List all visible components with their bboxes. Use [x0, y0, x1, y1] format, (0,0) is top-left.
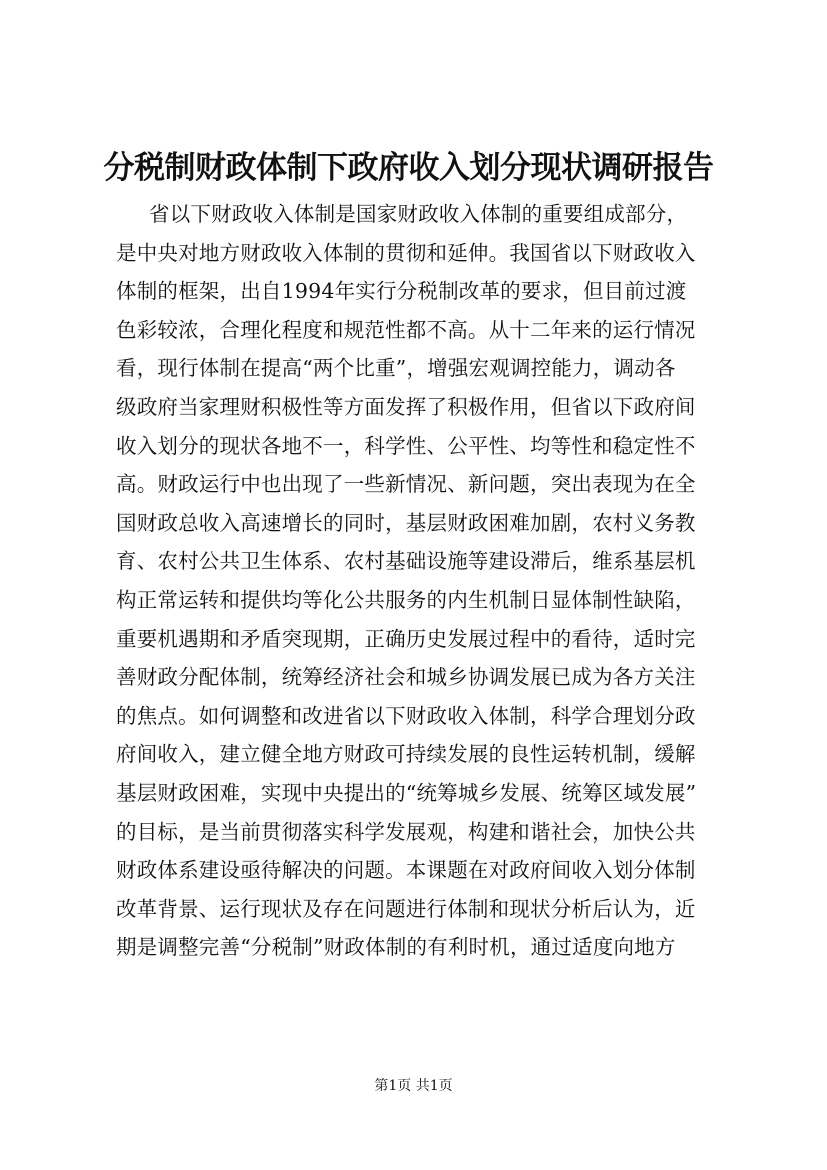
- body-line: 府间收入，建立健全地方财政可持续发展的良性运转机制，缓解: [116, 742, 696, 767]
- document-title: 分税制财政体制下政府收入划分现状调研报告: [103, 150, 714, 186]
- body-line: 省以下财政收入体制是国家财政收入体制的重要组成部分，: [149, 202, 688, 226]
- body-line: 基层财政困难，实现中央提出的“统筹城乡发展、统筹区域发展”: [116, 780, 697, 805]
- body-line: 是中央对地方财政收入体制的贯彻和延伸。我国省以下财政收入: [116, 240, 696, 265]
- body-line: 财政体系建设亟待解决的问题。本课题在对政府间收入划分体制: [116, 858, 696, 883]
- body-line: 收入划分的现状各地不一，科学性、公平性、均等性和稳定性不: [116, 433, 696, 458]
- body-line: 看，现行体制在提高“两个比重”，增强宏观调控能力，调动各: [116, 356, 676, 381]
- body-line: 重要机遇期和矛盾突现期，正确历史发展过程中的看待，适时完: [116, 626, 696, 651]
- document-body: [116, 195, 730, 967]
- body-line: 改革背景、运行现状及存在问题进行体制和现状分析后认为，近: [116, 896, 696, 921]
- body-line: 育、农村公共卫生体系、农村基础设施等建设滞后，维系基层机: [116, 549, 696, 574]
- body-line: 体制的框架，出自1994年实行分税制改革的要求，但目前过渡: [116, 279, 687, 304]
- body-line: 的目标，是当前贯彻落实科学发展观，构建和谐社会，加快公共: [116, 819, 696, 844]
- body-line: 国财政总收入高速增长的同时，基层财政困难加剧，农村义务教: [116, 510, 696, 535]
- body-line: 期是调整完善“分税制”财政体制的有利时机，通过适度向地方: [116, 935, 676, 960]
- body-line: 构正常运转和提供均等化公共服务的内生机制日显体制性缺陷，: [116, 587, 696, 612]
- body-line: 的焦点。如何调整和改进省以下财政收入体制，科学合理划分政: [116, 703, 696, 728]
- body-line: 高。财政运行中也出现了一些新情况、新问题，突出表现为在全: [116, 472, 696, 497]
- body-line: 善财政分配体制，统筹经济社会和城乡协调发展已成为各方关注: [116, 665, 696, 690]
- page-footer: 第1页 共1页: [374, 1078, 453, 1094]
- body-line: 级政府当家理财积极性等方面发挥了积极作用，但省以下政府间: [116, 394, 696, 419]
- body-line: 色彩较浓，合理化程度和规范性都不高。从十二年来的运行情况: [116, 317, 696, 342]
